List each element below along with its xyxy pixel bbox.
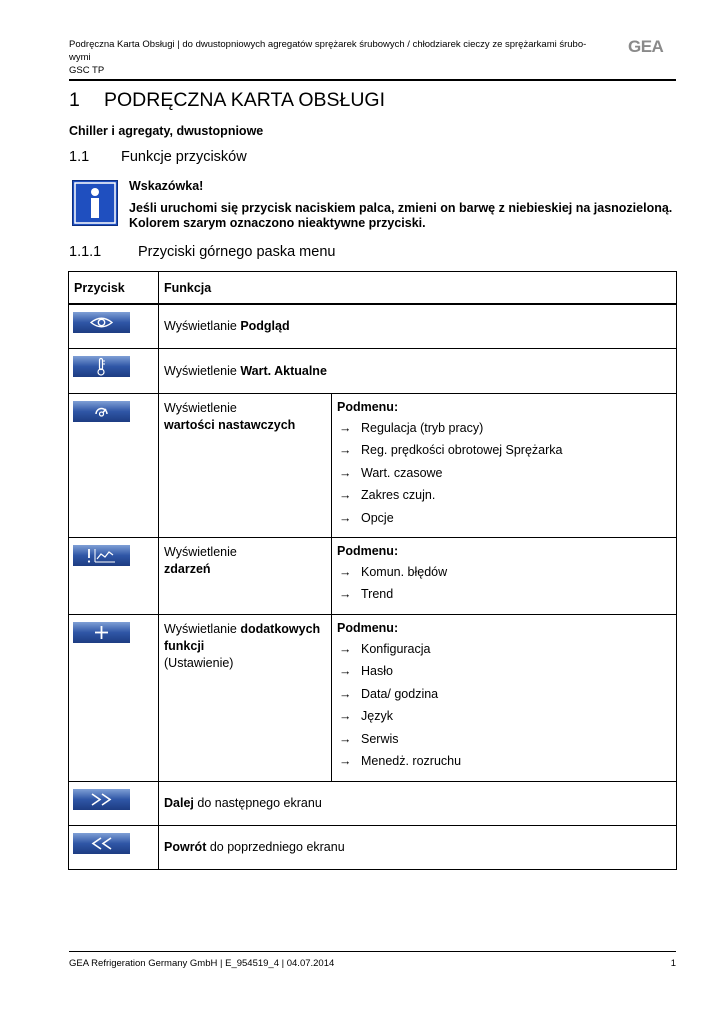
- submenu-cell: [332, 537, 677, 614]
- submenu-item: → Hasło: [339, 664, 393, 678]
- function-cell: Powrót do poprzedniego ekranu: [159, 825, 677, 869]
- submenu-item: → Trend: [339, 587, 394, 601]
- submenu-item: → Regulacja (tryb pracy): [339, 420, 484, 435]
- submenu-item: → Data/ godzina: [339, 686, 439, 701]
- submenu-title: Podmenu:: [337, 620, 399, 635]
- button-cell: [69, 614, 159, 781]
- header-line-3: GSC TP: [69, 65, 105, 76]
- button-cell: [69, 393, 159, 537]
- function-cell: Wyświetlanie dodatkowych funkcji (Ustawienie): [159, 614, 332, 781]
- hint-note: [129, 179, 674, 232]
- button-cell: [69, 537, 159, 614]
- column-header-function: Funkcja: [159, 272, 677, 305]
- submenu-cell: [332, 393, 677, 537]
- submenu-title: Podmenu:: [337, 543, 399, 558]
- submenu-item: → Wart. czasowe: [339, 465, 443, 480]
- submenu-item: → Konfiguracja: [339, 641, 431, 656]
- submenu-item: → Serwis: [339, 731, 399, 746]
- function-cell: Wyświetlenie wartości nastawczych: [159, 393, 332, 537]
- page-header-text: [69, 38, 609, 77]
- submenu-item: → Menedż. rozruchu: [339, 754, 462, 768]
- forward-icon: [73, 789, 130, 810]
- footer-divider: [69, 951, 676, 952]
- chapter-heading: 1 PODRĘCZNA KARTA OBSŁUGI: [69, 89, 386, 111]
- svg-text:GEA: GEA: [628, 38, 664, 54]
- table-row: [69, 825, 677, 869]
- submenu-item: → Język: [339, 709, 393, 723]
- footer-text: GEA Refrigeration Germany GmbH | E_954519_4 | 04.07.2014: [69, 958, 335, 969]
- gea-logo: [628, 38, 676, 54]
- table-row: [69, 348, 677, 393]
- column-header-button: Przycisk: [69, 272, 159, 305]
- submenu-item: → Reg. prędkości obrotowej Sprężarka: [339, 443, 563, 457]
- info-icon: [72, 180, 118, 226]
- table-row: [69, 781, 677, 825]
- submenu-cell: [332, 614, 677, 781]
- hint-title: Wskazówka!: [129, 179, 204, 193]
- function-cell: Wyświetlenie Wart. Aktualne: [159, 348, 677, 393]
- table-header-row: [69, 272, 677, 305]
- button-cell: [69, 348, 159, 393]
- setpoint-icon: [73, 401, 130, 422]
- submenu-item: → Zakres czujn.: [339, 488, 436, 502]
- button-cell: [69, 304, 159, 348]
- back-icon: [73, 833, 130, 854]
- chapter-subtitle: Chiller i agregaty, dwustopniowe: [69, 124, 264, 138]
- header-line-1: Podręczna Karta Obsługi | do dwustopniowych agregatów sprężarek śrubowych / chłodziarek cieczy ze sprężarkami śrubo-: [69, 39, 587, 50]
- hint-text: Jeśli uruchomi się przycisk naciskiem palca, zmieni on barwę z niebieskiej na jasnozieloną. Kolorem szarym oznaczono nieaktywne przyciski.: [129, 200, 673, 230]
- thermometer-icon: [73, 356, 130, 377]
- function-cell: Wyświetlenie zdarzeń: [159, 537, 332, 614]
- plus-icon: [73, 622, 130, 643]
- table-row: [69, 393, 677, 537]
- section-heading: 1.1 Funkcje przycisków: [69, 149, 247, 165]
- function-cell: Dalej do następnego ekranu: [159, 781, 677, 825]
- function-cell: Wyświetlanie Podgląd: [159, 304, 677, 348]
- submenu-item: → Opcje: [339, 510, 394, 525]
- submenu-title: Podmenu:: [337, 399, 399, 414]
- table-row: [69, 537, 677, 614]
- button-cell: [69, 781, 159, 825]
- button-cell: [69, 825, 159, 869]
- header-divider: [69, 79, 676, 81]
- events-icon: [73, 545, 130, 566]
- subsection-heading: 1.1.1 Przyciski górnego paska menu: [69, 244, 336, 260]
- table-row: [69, 614, 677, 781]
- table-row: [69, 304, 677, 348]
- page-number: 1: [670, 958, 676, 969]
- eye-icon: [73, 312, 130, 333]
- submenu-item: → Komun. błędów: [339, 564, 448, 579]
- button-table: [68, 271, 677, 870]
- header-line-2: wymi: [69, 52, 91, 63]
